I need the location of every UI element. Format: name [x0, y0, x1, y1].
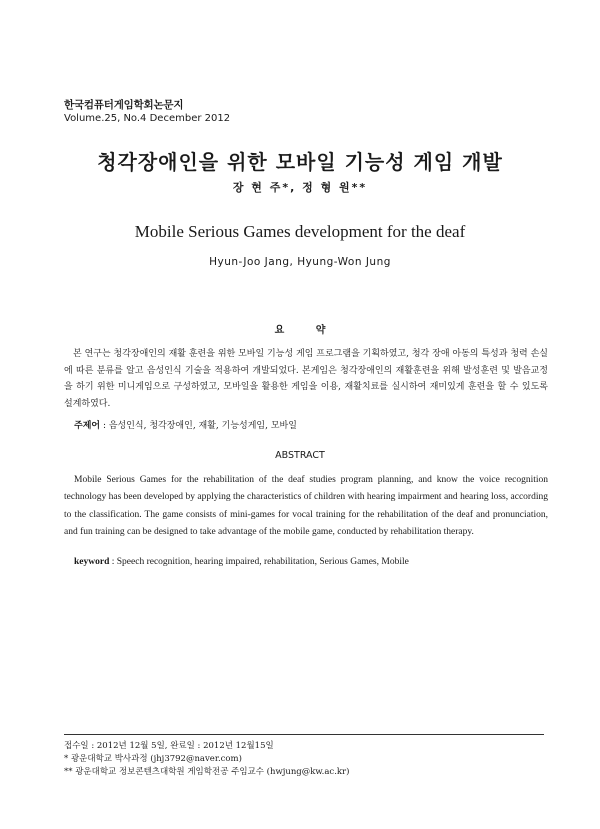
paper-title-korean: 청각장애인을 위한 모바일 기능성 게임 개발: [97, 150, 503, 174]
footnote-divider: [64, 734, 544, 735]
korean-keywords-label: 주제어: [74, 421, 101, 431]
korean-keywords-list: : 음성인식, 청각장애인, 재활, 기능성게임, 모바일: [100, 421, 297, 431]
paper-title-english: Mobile Serious Games development for the deaf: [134, 222, 466, 241]
english-abstract-text: Mobile Serious Games for the rehabilitation of the deaf studies program planning, and know the voice recognition technology has been developed by applying the characteristics of children with hearing impairment and hearing loss, according to the classification. The game consists of mini-games for vocal training for the rehabilitation of the deaf and pronunciation, and fun training can be designed to take advantage of the mobile game, conducted by rehabilitation therapy.: [64, 475, 548, 537]
english-abstract-heading: ABSTRACT: [275, 450, 325, 461]
english-keywords: [74, 557, 409, 567]
authors-english: Hyun-Joo Jang, Hyung-Won Jung: [209, 256, 391, 268]
korean-abstract-text: 본 연구는 청각장애인의 재활 훈련을 위한 모바일 기능성 게임 프로그램을 기획하였고, 청각 장애 아동의 특성과 청력 손실에 따른 분류를 알고 음성인식 기술을 적용하여 개발되었다. 본게임은 청각장애인의 재활훈련을 위해 발성훈련 및 발음교정을 하기 위한 미니게임으로 구성하였고, 모바일을 활용한 게임을 이용, 재활치료를 실시하여 재미있게 훈련을 할 수 있도록 설계하였다.: [64, 349, 548, 409]
english-keywords-label: keyword: [74, 557, 110, 567]
english-keywords-list: : Speech recognition, hearing impaired, rehabilitation, Serious Games, Mobile: [109, 557, 409, 567]
received-dates: 접수일 : 2012년 12월 5일, 완료일 : 2012년 12월15일: [64, 741, 274, 751]
footnotes: [64, 740, 349, 780]
footnote-author-1: * 광운대학교 박사과정 (jhj3792@naver.com): [64, 754, 242, 765]
authors-korean: 장 현 주*, 정 형 원**: [232, 181, 368, 194]
journal-issue: Volume.25, No.4 December 2012: [64, 113, 231, 124]
journal-name: 한국컴퓨터게임학회논문지: [64, 99, 184, 111]
korean-abstract-heading: 요 약: [274, 325, 340, 336]
journal-header: [64, 97, 230, 124]
korean-keywords: [74, 418, 297, 431]
footnote-author-2: ** 광운대학교 정보콘텐츠대학원 게임학전공 주임교수 (hwjung@kw.ac.kr): [64, 767, 350, 778]
